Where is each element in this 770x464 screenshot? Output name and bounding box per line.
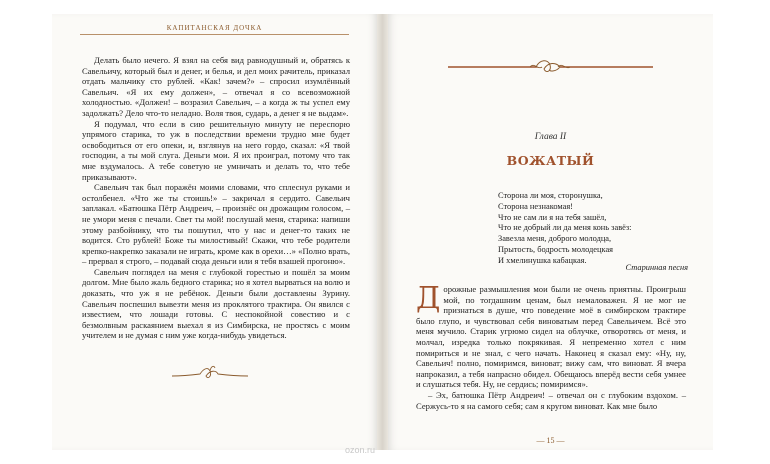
book-gutter [377,14,388,450]
paragraph: – Эх, батюшка Пётр Андреич! – отвечал он с глубоким вздохом. – Сержусь-то я на самого себя; сам я кругом виноват. Как мне было [416,389,686,411]
paragraph: Савельич так был поражён моими словами, что сплеснул руками и остолбенел. «Что же ты стоишь!» – закричал я сердито. Савельич заплакал. «Батюшка Пётр Андреич, – произнёс он дрожащим голосом, – не умори меня с печали. Свет ты мой! послушай меня, старика: напиши этому разбойнику, что ты пошутил, что у нас и денег-то таких не водится. Сто рублей! Боже ты милостивый! Скажи, что тебе родители крепко-накрепко заказали не играть, кроме как в орехи…» «Полно врать, – прервал я строго, – подавай сюда деньги или я тебя взашей прогоню». [82,182,350,267]
epigraph-line: Сторона ли моя, сторонушка, [498,191,603,200]
running-head: КАПИТАНСКАЯ ДОЧКА [166,24,263,32]
left-page [52,14,377,450]
chapter-number: Глава II [534,132,567,142]
page-number: — 15 — [536,436,565,445]
epigraph-line: Сторона незнакомая! [498,201,573,211]
epigraph-line: Завезла меня, доброго молодца, [498,234,612,244]
chapter-ornament-icon [448,56,653,78]
flourish-ornament-icon [170,362,250,384]
paragraph-text: орожные размышления мои были не очень приятны. Проигрыш мой, по тогдашним ценам, был немаловажен. Я не мог не признаться в душе, что поведение моё в симбирском трактире было глупо, и чувствовал себя виноватым перед Савельичем. Всё это меня мучило. Старик угрюмо сидел на облучке, отворотясь от меня, и молчал, изредка только покрякивая. Я непременно хотел с ним помириться и не знал, с чего начать. Наконец я сказал ему: «Ну, ну, Савельич! полно, помиримся, виноват; вижу сам, что виноват. Я вчера напроказил, а тебя напрасно обидел. Обещаюсь вперёд вести себя умнее и слушаться тебя. Ну, не сердись; помиримся». [416,284,686,390]
epigraph-line: Прытость, бодрость молодецкая [498,244,614,254]
paragraph: Я подумал, что если в сию решительную минуту не переспорю упрямого старика, то уж в последствии времени трудно мне будет освободиться от его опеки, и, взглянув на него гордо, сказал: «Я твой господин, а ты мой слуга. Деньги мои. Я их проиграл, потому что так мне вздумалось. А тебе советую не умничать и делать то, что тебе приказывают». [82,118,350,182]
chapter-title: ВОЖАТЫЙ [506,153,595,168]
epigraph [498,191,668,267]
paragraph [416,281,686,390]
right-page [388,14,713,450]
paragraph: Делать было нечего. Я взял на себя вид равнодушный и, обратясь к Савельичу, который был и денег, и белья, и дел моих рачитель, приказал отдать мальчику сто рублей. «Как! зачем?» – спросил изумлённый Савельич. «Я их ему должен», – отвечал я со всевозможной холодностью. «Должен! – возразил Савельич, – а когда ж ты успел ему задолжать? Дело что-то неладно. Воля твоя, сударь, а денег я не выдам». [82,55,350,118]
epigraph-line: Что не добрый ли да меня конь завёз: [498,223,632,233]
right-body-text [416,281,686,411]
epigraph-line: Что не сам ли я на тебя зашёл, [498,212,607,222]
paragraph: Савельич поглядел на меня с глубокой горестью и пошёл за моим долгом. Мне было жаль бедного старика; но я хотел вырваться на волю и доказать, что уж я не ребёнок. Деньги были доставлены Зурину. Савельич поспешил вывезти меня из проклятого трактира. Он явился с известием, что лошади готовы. С неспокойной совестию и с безмолвным раскаянием выехал я из Симбирска, не простясь с моим учителем и не думая с ним уже когда-нибудь увидеться. [82,266,350,341]
header-rule [80,34,349,35]
left-body-text [82,55,350,341]
epigraph-line: И хмелинушка кабацкая. [498,255,587,265]
drop-cap: Д [416,281,441,316]
epigraph-source: Старинная песня [625,263,688,272]
watermark: ozon.ru [345,445,376,455]
